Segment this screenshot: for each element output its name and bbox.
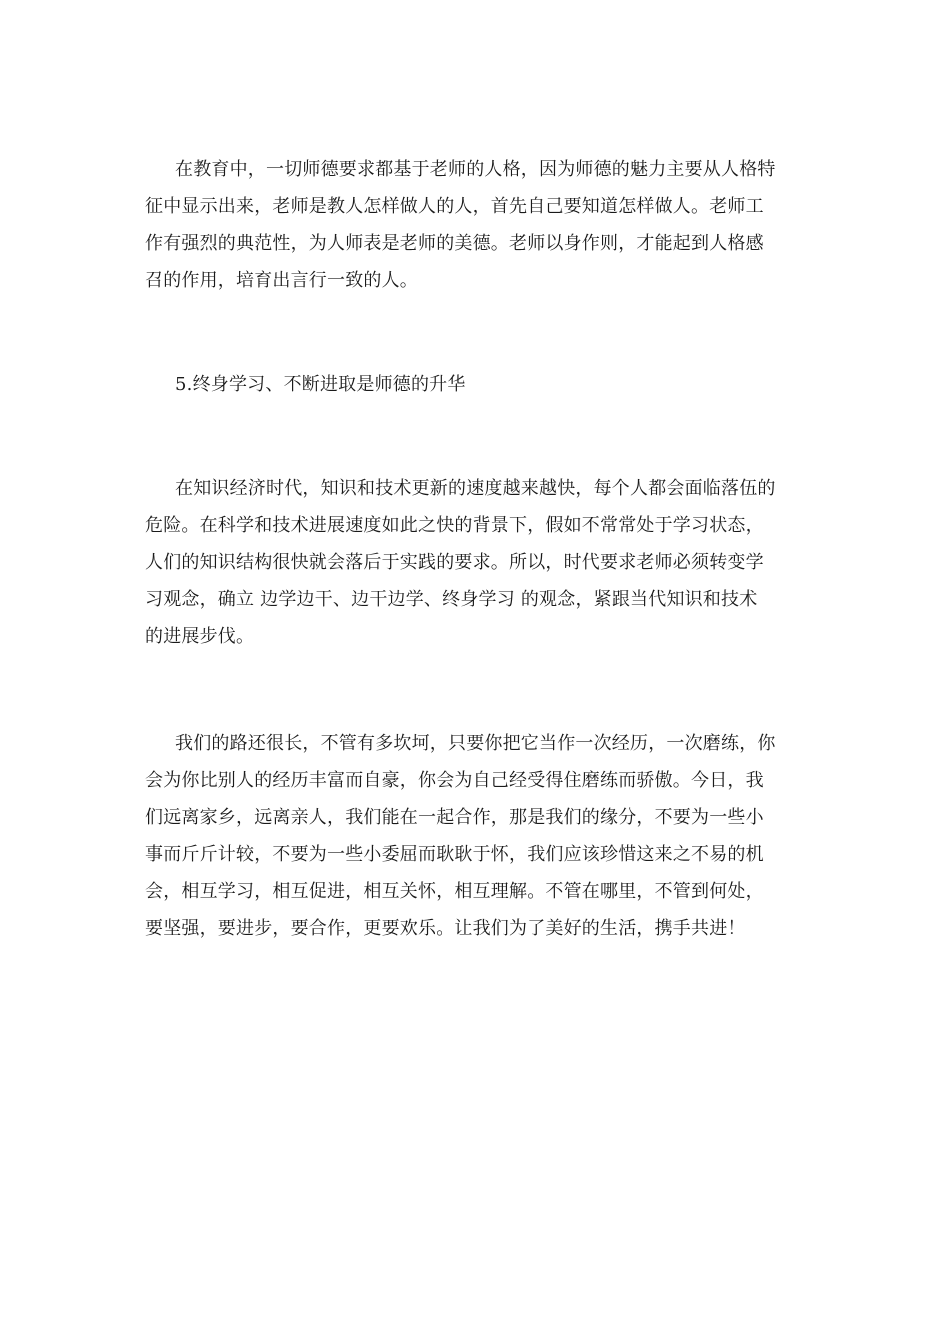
- paragraph-line: 在教育中，一切师德要求都基于老师的人格，因为师德的魅力主要从人格特: [175, 159, 776, 180]
- paragraph-line: 们远离家乡，远离亲人，我们能在一起合作，那是我们的缘分，不要为一些小: [145, 807, 764, 828]
- paragraph-line: 在知识经济时代，知识和技术更新的速度越来越快，每个人都会面临落伍的: [175, 478, 776, 499]
- paragraph-line: 危险。在科学和技术进展速度如此之快的背景下，假如不常常处于学习状态，: [145, 515, 764, 536]
- paragraph-line: 会为你比别人的经历丰富而自豪，你会为自己经受得住磨练而骄傲。今日，我: [145, 770, 764, 791]
- paragraph-line: 召的作用，培育出言行一致的人。: [145, 270, 418, 291]
- paragraph-line: 我们的路还很长，不管有多坎坷，只要你把它当作一次经历，一次磨练，你: [175, 733, 776, 754]
- paragraph-line: 人们的知识结构很快就会落后于实践的要求。所以，时代要求老师必须转变学: [145, 552, 764, 573]
- paragraph-knowledge-economy: [145, 470, 810, 655]
- paragraph-line: 征中显示出来，老师是教人怎样做人的人，首先自己要知道怎样做人。老师工: [145, 196, 764, 217]
- paragraph-line: 要坚强，要进步，要合作，更要欢乐。让我们为了美好的生活，携手共进！: [145, 918, 746, 939]
- paragraph-line: 事而斤斤计较，不要为一些小委屈而耿耿于怀，我们应该珍惜这来之不易的机: [145, 844, 764, 865]
- section-heading-lifelong-learning: [145, 366, 810, 403]
- paragraph-line: 会，相互学习，相互促进，相互关怀，相互理解。不管在哪里，不管到何处，: [145, 881, 764, 902]
- paragraph-line: 作有强烈的典范性，为人师表是老师的美德。老师以身作则，才能起到人格感: [145, 233, 764, 254]
- paragraph-line: 的进展步伐。: [145, 626, 255, 647]
- paragraph-teacher-personality: [145, 151, 810, 299]
- paragraph-closing-remarks: [145, 725, 810, 947]
- paragraph-line: 习观念，确立 边学边干、边干边学、终身学习 的观念，紧跟当代知识和技术: [145, 589, 758, 610]
- heading-line: 5.终身学习、不断进取是师德的升华: [175, 374, 466, 395]
